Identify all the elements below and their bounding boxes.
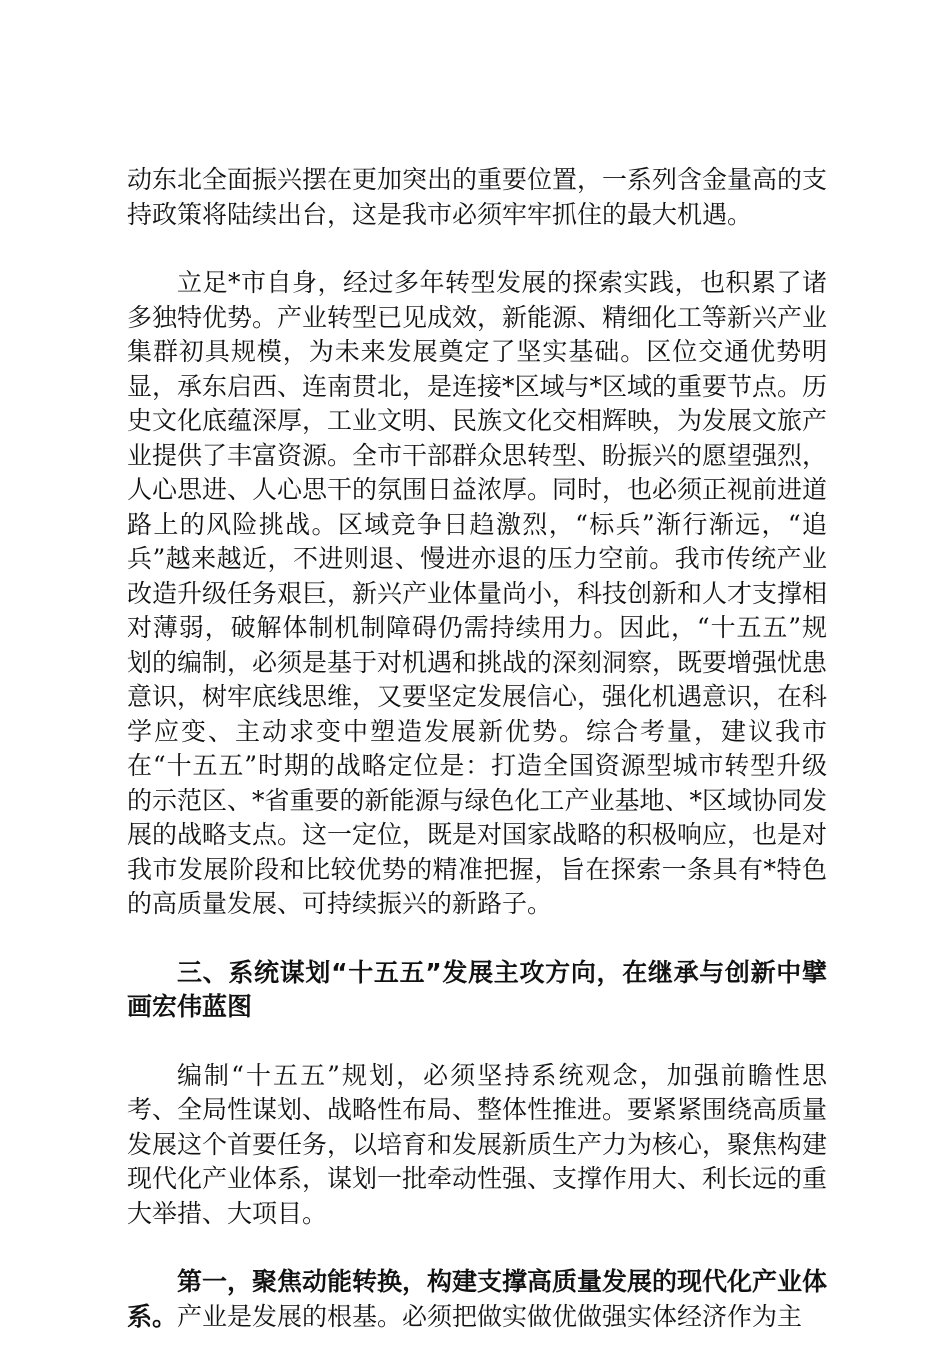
first-point-body: 产业是发展的根基。必须把做实做优做强实体经济作为主: [177, 1301, 803, 1331]
paragraph-planning-principles: 编制“十五五”规划，必须坚持系统观念，加强前瞻性思考、全局性谋划、战略性布局、整体性推进。要紧紧围绕高质量发展这个首要任务，以培育和发展新质生产力为核心，聚焦构建现代化产业体系，谋划一批牵动性强、支撑作用大、利长远的重大举措、大项目。: [127, 1060, 828, 1228]
first-point-lead: 第一，聚焦动能转换，构建支撑高质量发展的现代化产业体系。: [127, 1267, 828, 1331]
paragraph-advantages-and-challenges: 立足*市自身，经过多年转型发展的探索实践，也积累了诸多独特优势。产业转型已见成效，新能源、精细化工等新兴产业集群初具规模，为未来发展奠定了坚实基础。区位交通优势明显，承东启西、连南贯北，是连接*区域与*区域的重要节点。历史文化底蕴深厚，工业文明、民族文化交相辉映，为发展文旅产业提供了丰富资源。全市干部群众思转型、盼振兴的愿望强烈，人心思进、人心思干的氛围日益浓厚。同时，也必须正视前进道路上的风险挑战。区域竞争日趋激烈，“标兵”渐行渐远，“追兵”越来越近，不进则退、慢进亦退的压力空前。我市传统产业改造升级任务艰巨，新兴产业体量尚小，科技创新和人才支撑相对薄弱，破解体制机制障碍仍需持续用力。因此，“十五五”规划的编制，必须是基于对机遇和挑战的深刻洞察，既要增强忧患意识，树牢底线思维，又要坚定发展信心，强化机遇意识，在科学应变、主动求变中塑造发展新优势。综合考量，建议我市在“十五五”时期的战略定位是：打造全国资源型城市转型升级的示范区、*省重要的新能源与绿色化工产业基地、*区域协同发展的战略支点。这一定位，既是对国家战略的积极响应，也是对我市发展阶段和比较优势的精准把握，旨在探索一条具有*特色的高质量发展、可持续振兴的新路子。: [127, 268, 828, 918]
paragraph-continuation: 动东北全面振兴摆在更加突出的重要位置，一系列含金量高的支持政策将陆续出台，这是我市必须牢牢抓住的最大机遇。: [127, 165, 828, 229]
section-heading-three: 三、系统谋划“十五五”发展主攻方向，在继承与创新中擘画宏伟蓝图: [127, 957, 827, 1021]
paragraph-first-point: [127, 1265, 827, 1334]
document-body: [127, 163, 827, 1368]
